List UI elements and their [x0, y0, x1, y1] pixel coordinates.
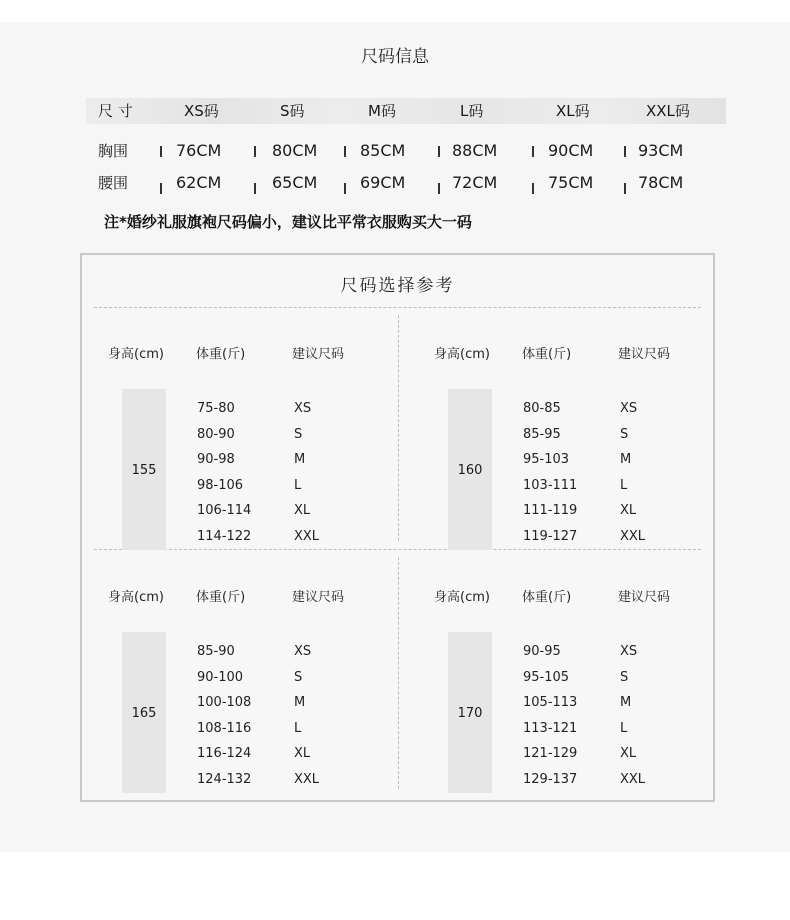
- height-value: 155: [131, 463, 157, 478]
- size-value-cell: 88CM: [452, 141, 498, 160]
- suggested-size: XL: [294, 746, 311, 761]
- size-table-row: [0, 169, 790, 197]
- size-value-cell: 90CM: [548, 141, 594, 160]
- size-separator: [532, 183, 534, 194]
- size-value-cell: 78CM: [638, 173, 684, 192]
- suggested-size: XS: [294, 401, 312, 416]
- weight-range: 111-119: [523, 503, 578, 518]
- size-value-cell: 72CM: [452, 173, 498, 192]
- size-value-cell: 65CM: [272, 173, 318, 192]
- weight-range: 90-100: [197, 669, 244, 685]
- guide-quadrant: [96, 343, 406, 573]
- weight-range: 85-90: [197, 644, 235, 659]
- weight-range: 116-124: [197, 746, 252, 761]
- page-title: 尺码信息: [361, 47, 429, 67]
- weight-range: 106-114: [197, 503, 252, 518]
- col-size-header: 建议尺码: [292, 347, 345, 362]
- suggested-size: M: [620, 452, 632, 467]
- size-row-label: 胸围: [98, 142, 129, 160]
- suggested-size: XL: [294, 503, 311, 518]
- size-separator: [624, 146, 626, 157]
- suggested-size: XS: [294, 644, 312, 659]
- size-row-label: 腰围: [98, 174, 129, 192]
- size-separator: [160, 183, 162, 194]
- guide-quadrant: [96, 586, 406, 816]
- size-separator: [438, 183, 440, 194]
- size-separator: [254, 146, 256, 157]
- weight-range: 98-106: [197, 477, 244, 493]
- suggested-size: XXL: [620, 771, 646, 787]
- size-separator: [160, 146, 162, 157]
- guide-quadrant: [422, 343, 732, 573]
- col-height-header: 身高(cm): [434, 590, 490, 605]
- weight-range: 124-132: [197, 771, 252, 787]
- guide-quadrant: [422, 586, 732, 816]
- col-weight-header: 体重(斤): [196, 590, 246, 605]
- suggested-size: XXL: [620, 528, 646, 544]
- suggested-size: S: [620, 426, 629, 442]
- suggested-size: XXL: [294, 771, 320, 787]
- size-separator: [344, 183, 346, 194]
- weight-range: 105-113: [523, 695, 578, 710]
- suggested-size: S: [294, 669, 303, 685]
- suggested-size: XS: [620, 401, 638, 416]
- size-value-cell: 76CM: [176, 141, 222, 160]
- suggested-size: M: [294, 695, 306, 710]
- suggested-size: L: [620, 720, 628, 736]
- weight-range: 90-98: [197, 452, 235, 467]
- size-value-cell: 93CM: [638, 141, 684, 160]
- weight-range: 103-111: [523, 477, 578, 493]
- size-header-cell: XS码: [184, 102, 219, 120]
- suggested-size: M: [294, 452, 306, 467]
- size-guide-panel: [80, 253, 715, 802]
- height-box: [448, 389, 492, 550]
- suggested-size: S: [294, 426, 303, 442]
- divider-top: [94, 307, 701, 308]
- suggested-size: L: [294, 720, 302, 736]
- size-header-label: 尺 寸: [98, 102, 133, 120]
- weight-range: 80-90: [197, 426, 235, 442]
- size-separator: [438, 146, 440, 157]
- size-header-cell: XL码: [556, 102, 590, 120]
- weight-range: 90-95: [523, 644, 561, 659]
- size-value-cell: 80CM: [272, 141, 318, 160]
- height-value: 170: [457, 706, 483, 721]
- suggested-size: XL: [620, 503, 637, 518]
- height-box: [448, 632, 492, 793]
- size-value-cell: 69CM: [360, 173, 406, 192]
- weight-range: 119-127: [523, 528, 578, 544]
- suggested-size: L: [620, 477, 628, 493]
- weight-range: 95-103: [523, 452, 570, 467]
- guide-title: 尺码选择参考: [340, 276, 455, 296]
- col-height-header: 身高(cm): [108, 347, 164, 362]
- suggested-size: XL: [620, 746, 637, 761]
- suggested-size: XS: [620, 644, 638, 659]
- size-header-cell: M码: [368, 102, 396, 120]
- weight-range: 121-129: [523, 746, 578, 761]
- suggested-size: L: [294, 477, 302, 493]
- weight-range: 108-116: [197, 720, 252, 736]
- col-size-header: 建议尺码: [292, 590, 345, 605]
- col-weight-header: 体重(斤): [522, 347, 572, 362]
- weight-range: 80-85: [523, 401, 561, 416]
- size-header-cell: S码: [280, 102, 305, 120]
- size-header-cell: XXL码: [646, 102, 690, 120]
- size-separator: [254, 183, 256, 194]
- size-value-cell: 62CM: [176, 173, 222, 192]
- weight-range: 113-121: [523, 720, 578, 736]
- col-size-header: 建议尺码: [618, 590, 671, 605]
- size-value-cell: 75CM: [548, 173, 594, 192]
- col-height-header: 身高(cm): [434, 347, 490, 362]
- size-table-row: [0, 137, 790, 165]
- height-value: 160: [457, 463, 483, 478]
- weight-range: 95-105: [523, 669, 570, 685]
- height-value: 165: [131, 706, 157, 721]
- suggested-size: M: [620, 695, 632, 710]
- weight-range: 75-80: [197, 401, 235, 416]
- col-weight-header: 体重(斤): [196, 347, 246, 362]
- size-header-cell: L码: [460, 102, 484, 120]
- size-separator: [532, 146, 534, 157]
- size-separator: [624, 183, 626, 194]
- size-value-cell: 85CM: [360, 141, 406, 160]
- suggested-size: XXL: [294, 528, 320, 544]
- weight-range: 114-122: [197, 528, 252, 544]
- size-note: 注*婚纱礼服旗袍尺码偏小，建议比平常衣服购买大一码: [104, 213, 472, 231]
- height-box: [122, 632, 166, 793]
- size-separator: [344, 146, 346, 157]
- height-box: [122, 389, 166, 550]
- col-height-header: 身高(cm): [108, 590, 164, 605]
- weight-range: 129-137: [523, 771, 578, 787]
- weight-range: 100-108: [197, 695, 252, 710]
- weight-range: 85-95: [523, 426, 561, 442]
- col-size-header: 建议尺码: [618, 347, 671, 362]
- suggested-size: S: [620, 669, 629, 685]
- col-weight-header: 体重(斤): [522, 590, 572, 605]
- size-info-page: [0, 22, 790, 852]
- size-table-header: [0, 97, 790, 125]
